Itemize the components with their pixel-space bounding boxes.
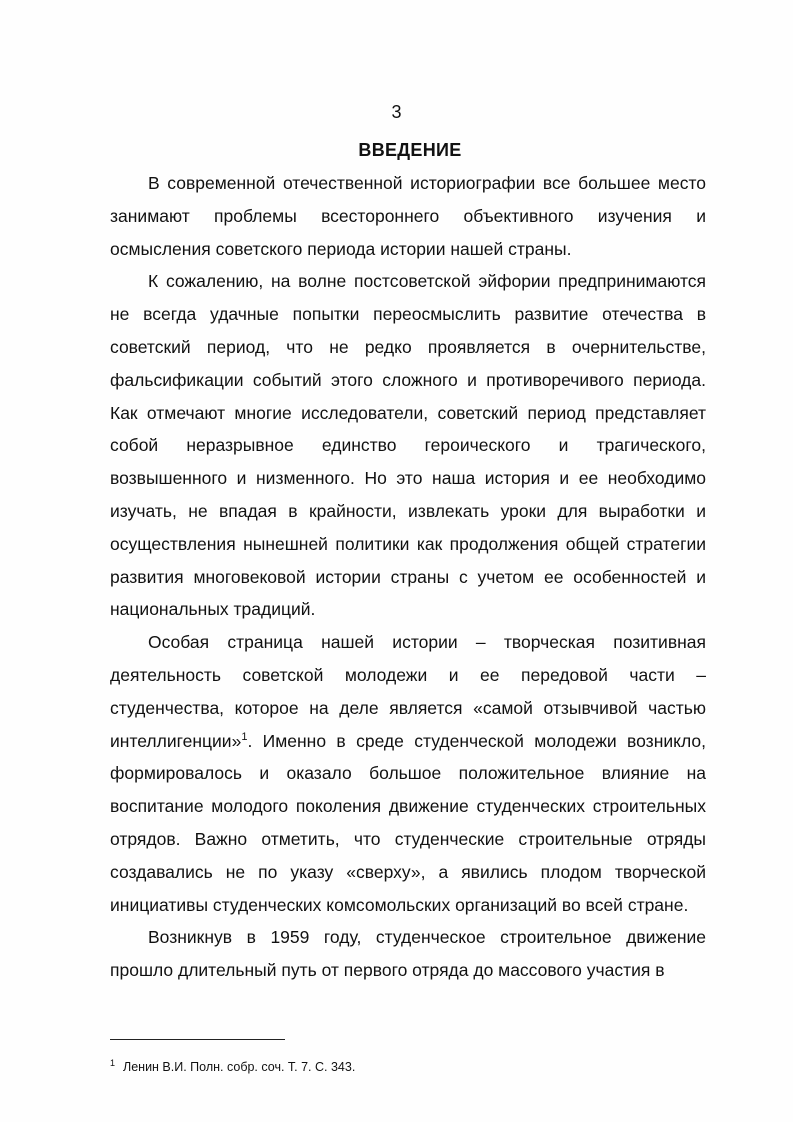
- footnote-reference: 1: [241, 730, 248, 743]
- footnote-mark: 1: [110, 1057, 116, 1068]
- footnote-divider: [110, 1039, 285, 1040]
- paragraph-2: К сожалению, на волне постсоветской эйфории предпринимаются не всегда удачные попытки переосмыслить развитие отечества в советский период, что не редко проявляется в очернительстве, фальсификации событий этого сложного и противоречивого периода. Как отмечают многие исследователи, советский период представляет собой неразрывное единство героического и трагического, возвышенного и низменного. Но это наша история и ее необходимо изучать, не впадая в крайности, извлекать уроки для выработки и осуществления нынешней политики как продолжения общей стратегии развития многовековой истории страны с учетом ее особенностей и национальных традиций.: [110, 271, 706, 620]
- paragraph-3-text-before-note: Особая страница нашей истории – творческая позитивная деятельность советской молодежи и ее передовой части – студенчества, которое на деле является «самой отзывчивой частью интеллигенции»: [110, 632, 706, 751]
- section-heading: ВВЕДЕНИЕ: [358, 140, 462, 160]
- paragraph-3-text-after-note: . Именно в среде студенческой молодежи возникло, формировалось и оказало большое положительное влияние на воспитание молодого поколения движение студенческих строительных отрядов. Важно отметить, что студенческие строительные отряды создавались не по указу «сверху», а явились плодом творческой инициативы студенческих комсомольских организаций во всей стране.: [110, 730, 706, 915]
- paragraph-4: Возникнув в 1959 году, студенческое строительное движение прошло длительный путь от первого отряда до массового участия в: [110, 927, 706, 981]
- page-number: 3: [391, 102, 402, 122]
- footnote: [110, 1058, 706, 1076]
- footnote-text: Ленин В.И. Полн. собр. соч. Т. 7. С. 343.: [123, 1060, 356, 1074]
- paragraph-1: В современной отечественной историографии все большее место занимают проблемы всестороннего объективного изучения и осмысления советского периода истории нашей страны.: [110, 173, 706, 259]
- paragraph-3: [110, 626, 706, 921]
- body-text: [110, 167, 706, 987]
